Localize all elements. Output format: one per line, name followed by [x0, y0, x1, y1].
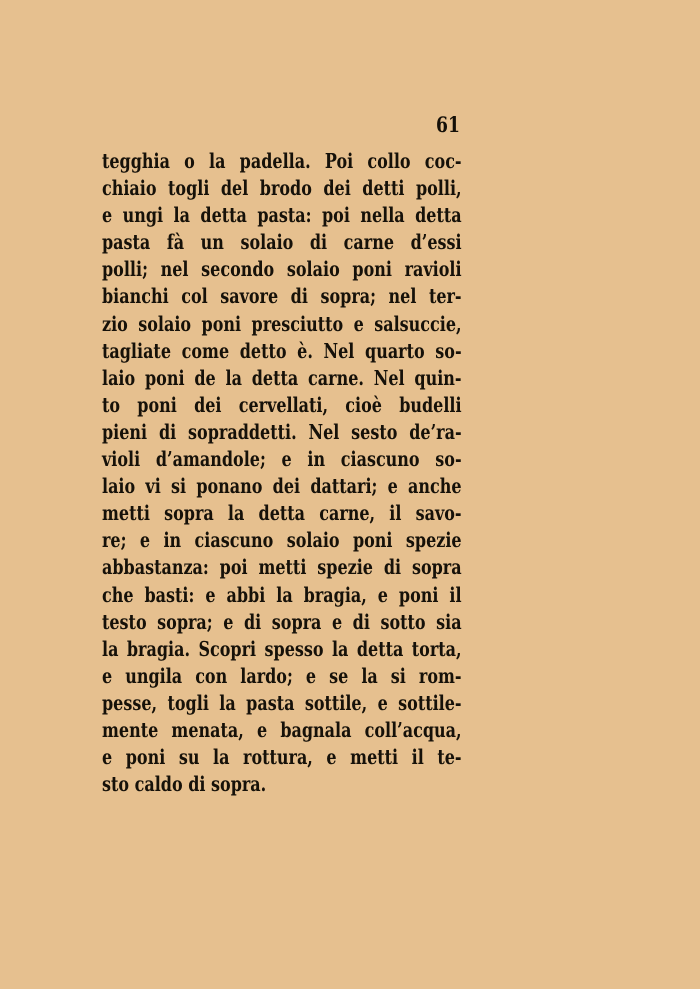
text-line: e poni su la rottura, e metti il te-	[102, 745, 462, 770]
text-line: che basti: e abbi la bragia, e poni il	[102, 582, 462, 607]
text-line: chiaio togli del brodo dei detti polli,	[102, 176, 462, 201]
text-line: tagliate come detto è. Nel quarto so-	[102, 338, 462, 363]
body-text	[102, 148, 462, 798]
text-line: testo sopra; e di sopra e di sotto sia	[102, 609, 462, 634]
text-line: metti sopra la detta carne, il savo-	[102, 501, 462, 526]
text-line: pasta fà un solaio di carne d’essi	[102, 230, 462, 255]
text-line: re; e in ciascuno solaio poni spezie	[102, 528, 462, 553]
text-line: pieni di sopraddetti. Nel sesto de’ra-	[102, 419, 462, 444]
text-line: abbastanza: poi metti spezie di sopra	[102, 555, 462, 580]
text-line: to poni dei cervellati, cioè budelli	[102, 392, 462, 417]
text-line: la bragia. Scopri spesso la detta torta,	[102, 636, 462, 661]
text-line: e ungi la detta pasta: poi nella detta	[102, 203, 462, 228]
text-line: polli; nel secondo solaio poni ravioli	[102, 257, 462, 282]
text-line: sto caldo di sopra.	[102, 772, 267, 797]
text-line: laio vi si ponano dei dattari; e anche	[102, 474, 462, 499]
text-line: e ungila con lardo; e se la si rom-	[102, 663, 462, 688]
page-number: 61	[436, 112, 460, 137]
text-line: violi d’amandole; e in ciascuno so-	[102, 447, 462, 472]
text-line: laio poni de la detta carne. Nel quin-	[102, 365, 462, 390]
text-line: zio solaio poni presciutto e salsuccie,	[102, 311, 462, 336]
text-line: mente menata, e bagnala coll’acqua,	[102, 717, 462, 742]
text-line: tegghia o la padella. Poi collo coc-	[102, 149, 462, 173]
text-line: bianchi col savore di sopra; nel ter-	[102, 284, 462, 309]
text-line: pesse, togli la pasta sottile, e sottile-	[102, 690, 462, 715]
